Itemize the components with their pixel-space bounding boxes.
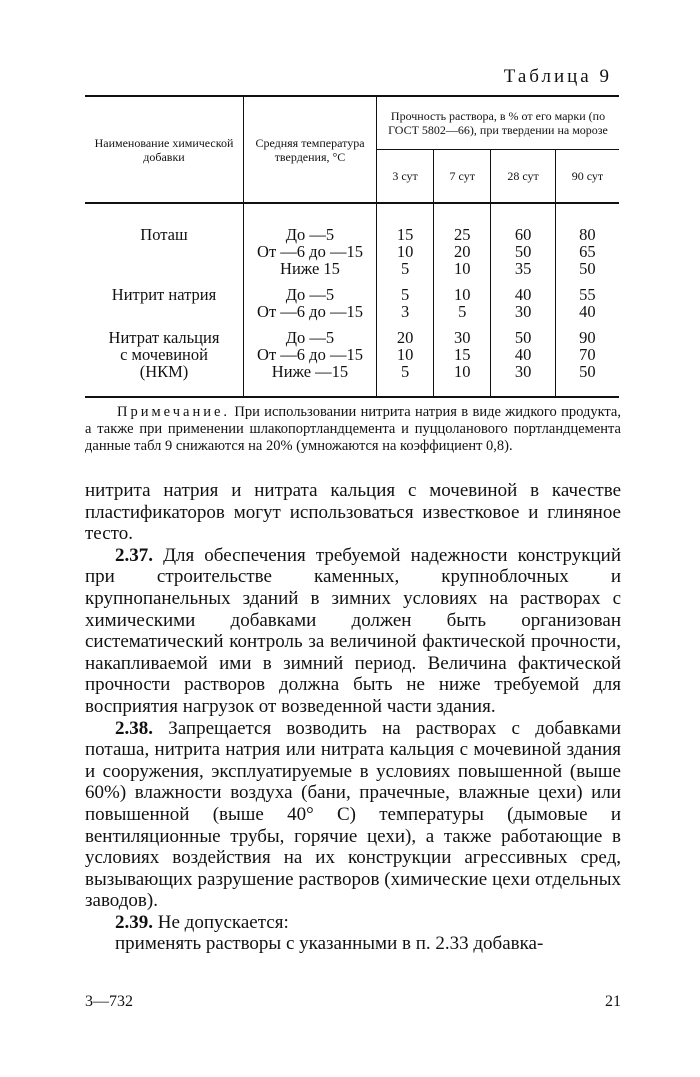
- value-cell: 65: [579, 242, 596, 261]
- value-cell: 5: [377, 260, 434, 277]
- temperature-cell: До —5: [244, 226, 377, 243]
- value-cell: 50: [579, 362, 596, 381]
- value-cell: 10: [434, 363, 491, 380]
- header-day-28: 28 сут: [491, 150, 556, 204]
- paragraph-2-37: [85, 545, 621, 718]
- value-cell: 90: [579, 328, 596, 347]
- value-cell: 20: [434, 243, 491, 260]
- clause-text: Не допускается:: [157, 911, 289, 933]
- value-cell: 80: [579, 225, 596, 244]
- value-cell: 15: [377, 226, 434, 243]
- note-text: При использовании нитрита натрия в виде жидкого продукта, а также при применении шлакопортландцемента и пуццоланового портландцемента данные табл 9 снижаются на 20% (умножаются на коэффициент 0,8).: [85, 404, 621, 454]
- value-cell: 60: [491, 226, 556, 243]
- value-cell: 10: [434, 286, 491, 303]
- additive-name-line: (НКМ): [85, 363, 244, 380]
- clause-number: 2.39.: [115, 911, 153, 933]
- clause-number: 2.38.: [115, 717, 153, 739]
- header-additive-name: Наименование химической добавки: [85, 96, 244, 203]
- table-row: [85, 286, 619, 303]
- paragraph-2-38: [85, 718, 621, 912]
- table-row: [85, 260, 619, 277]
- body-text: [85, 480, 621, 955]
- paragraph-last-line: применять растворы с указанными в п. 2.33 добавка-: [115, 933, 544, 955]
- value-cell: 55: [579, 285, 596, 304]
- temperature-cell: Ниже —15: [244, 363, 377, 380]
- value-cell: 5: [434, 303, 491, 320]
- additive-name-line: Нитрат кальция: [85, 329, 244, 346]
- note-label: Примечание.: [117, 404, 231, 420]
- value-cell: 15: [434, 346, 491, 363]
- value-cell: 40: [491, 346, 556, 363]
- value-cell: 30: [434, 329, 491, 346]
- table-row: [85, 243, 619, 260]
- table-row: [85, 329, 619, 346]
- temperature-cell: От —6 до —15: [244, 243, 377, 260]
- clause-text: Запрещается возводить на растворах с добавками поташа, нитрита натрия или нитрата кальция с мочевиной здания и сооружения, эксплуатируемые в условиях повышенной (выше 60%) влажности воздуха (бани, прачечные, влажные цехи) или повышенной (выше 40° С) температуры (дымовые и вентиляционные трубы, горячие цехи), а также работающие в условиях воздействия на их конструкции агрессивных сред, вызывающих разрушение растворов (химические цехи отдельных заводов).: [85, 717, 622, 912]
- header-strength: Прочность раствора, в % от его марки (по ГОСТ 5802—66), при твердении на морозе: [377, 96, 620, 150]
- value-cell: 10: [377, 346, 434, 363]
- temperature-cell: До —5: [244, 329, 377, 346]
- strength-table: [85, 95, 619, 398]
- value-cell: 10: [434, 260, 491, 277]
- clause-text: Для обеспечения требуемой надежности конструкций при строительстве каменных, крупноблочных и крупнопанельных зданий в зимних условиях на растворах с химическими добавками должен быть организован систематический контроль за величиной фактической прочности, накапливаемой ими в зимний период. Величина фактической прочности растворов должна быть не ниже требуемой для восприятия нагрузок от возведенной части здания.: [85, 544, 621, 717]
- page-number: 21: [605, 993, 621, 1010]
- value-cell: 5: [377, 286, 434, 303]
- value-cell: 40: [491, 286, 556, 303]
- value-cell: 30: [491, 363, 556, 380]
- value-cell: 20: [377, 329, 434, 346]
- value-cell: 70: [579, 345, 596, 364]
- value-cell: 5: [377, 363, 434, 380]
- additive-name-line: с мочевиной: [85, 346, 244, 363]
- value-cell: 10: [377, 243, 434, 260]
- temperature-cell: От —6 до —15: [244, 303, 377, 320]
- additive-name: Нитрит натрия: [85, 286, 244, 303]
- table-row: [85, 363, 619, 380]
- paragraph-continuation: нитрита натрия и нитрата кальция с мочевиной в качестве пластификаторов могут использоваться известковое и глиняное тесто.: [85, 480, 621, 545]
- value-cell: 50: [579, 259, 596, 278]
- value-cell: 25: [434, 226, 491, 243]
- header-day-7: 7 сут: [434, 150, 491, 204]
- table-row: [85, 226, 619, 243]
- table-row: [85, 346, 619, 363]
- value-cell: 3: [377, 303, 434, 320]
- value-cell: 50: [491, 243, 556, 260]
- clause-number: 2.37.: [115, 544, 153, 566]
- header-day-90: 90 сут: [555, 150, 619, 204]
- header-day-3: 3 сут: [377, 150, 434, 204]
- additive-name: Поташ: [85, 226, 244, 243]
- value-cell: 40: [579, 302, 596, 321]
- print-code: 3—732: [85, 993, 133, 1010]
- temperature-cell: Ниже 15: [244, 260, 377, 277]
- paragraph-2-39: [85, 912, 621, 934]
- value-cell: 30: [491, 303, 556, 320]
- header-temperature: Средняя температура твердения, °С: [244, 96, 377, 203]
- table-caption: Таблица 9: [503, 66, 612, 87]
- table-row: [85, 303, 619, 320]
- table-note: [85, 404, 621, 455]
- value-cell: 35: [491, 260, 556, 277]
- value-cell: 50: [491, 329, 556, 346]
- temperature-cell: От —6 до —15: [244, 346, 377, 363]
- temperature-cell: До —5: [244, 286, 377, 303]
